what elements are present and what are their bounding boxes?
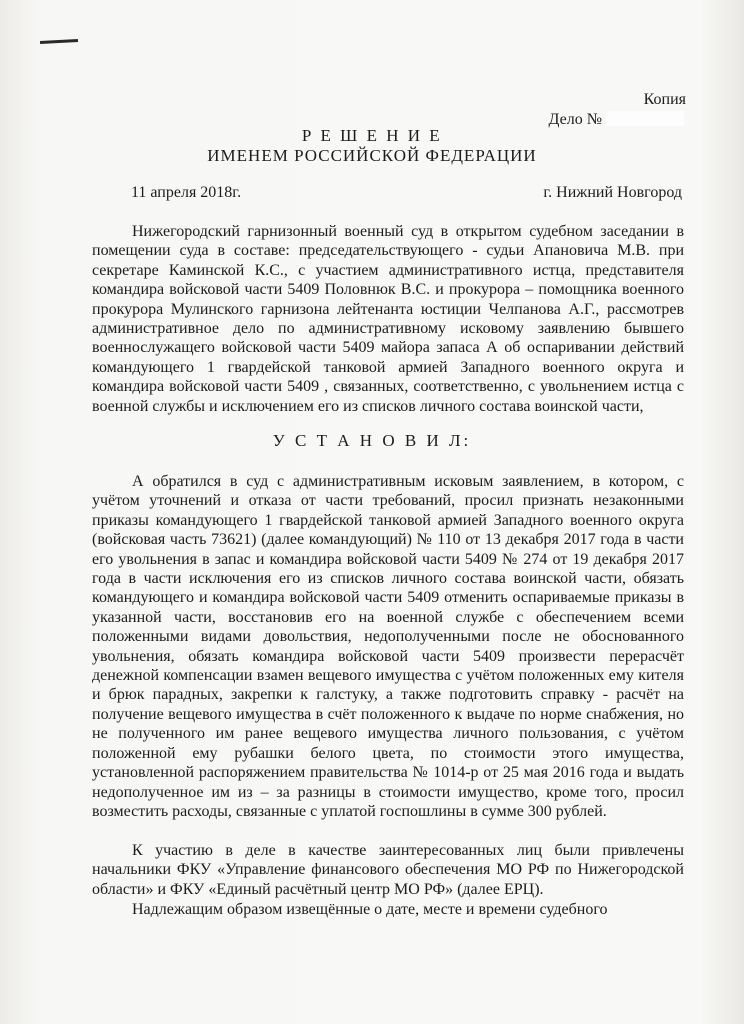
- case-number-label: Дело №: [548, 111, 602, 128]
- decision-city: г. Нижний Новгород: [543, 184, 682, 201]
- participants-paragraph: К участию в деле в качестве заинтересованных лиц были привлечены начальники ФКУ «Управление финансового обеспечения МО РФ по Нижегородской области» и ФКУ «Единый расчётный центр МО РФ» (далее ЕРЦ).: [92, 842, 684, 898]
- document-title: Р Е Ш Е Н И Е: [301, 126, 443, 145]
- margin-dash-mark: [40, 39, 78, 44]
- claim-paragraph: А обратился в суд с административным исковым заявлением, в котором, с учётом уточнений и отказа от части требований, просил признать незаконными приказы командующего 1 гвардейской танковой армией Западного военного округа (войсковая часть 73621) (далее командующий) № 110 от 13 декабря 2017 года в части его увольнения в запас и командира войсковой части 5409 № 274 от 19 декабря 2017 года в части исключения его из списков личного состава воинской части, обязать командующего и командира войсковой части 5409 отменить оспариваемые приказы в указанной части, восстановив его на военной службе с обеспечением всеми положенными видами довольствия, недополученными после не обоснованного увольнения, обязать командира войсковой части 5409 произвести перерасчёт денежной компенсации взамен вещевого имущества с учётом положенных ему кителя и брюк парадных, закрепки к галстуку, а также подготовить справку - расчёт на получение вещевого имущества в счёт положенного к выдаче по норме снабжения, но не полученного им ранее вещевого имущества личного пользования, с учётом положенной ему рубашки белого цвета, по стоимости этого имущества, установленной распоряжением правительства № 1014-р от 25 мая 2016 года и выдать недополученное им из – за разницы в стоимости имущество, кроме того, просил возместить расходы, связанные с уплатой госпошлины в сумме 300 рублей.: [92, 473, 684, 820]
- section-heading-ustanovil: У С Т А Н О В И Л:: [272, 431, 472, 450]
- case-number-redaction: [606, 111, 684, 126]
- document-subtitle: ИМЕНЕМ РОССИЙСКОЙ ФЕДЕРАЦИИ: [207, 146, 537, 165]
- copy-label: Копия: [643, 91, 686, 108]
- notice-paragraph: Надлежащим образом извещённые о дате, месте и времени судебного: [132, 901, 608, 918]
- decision-date: 11 апреля 2018г.: [131, 184, 242, 201]
- intro-paragraph: Нижегородский гарнизонный военный суд в открытом судебном заседании в помещении суда в составе: председательствующего - судьи Апановича М.В. при секретаре Каминской К.С., с участием административного истца, представителя командира войсковой части 5409 Половнюк В.С. и прокурора – помощника военного прокурора Мулинского гарнизона лейтенанта юстиции Челпанова А.Г., рассмотрев административное дело по административному исковому заявлению бывшего военнослужащего войсковой части 5409 майора запаса А об оспаривании действий командующего 1 гвардейской танковой армией Западного военного округа и командира войсковой части 5409 , связанных, соответственно, с увольнением истца с военной службы и исключением его из списков личного состава воинской части,: [92, 223, 684, 415]
